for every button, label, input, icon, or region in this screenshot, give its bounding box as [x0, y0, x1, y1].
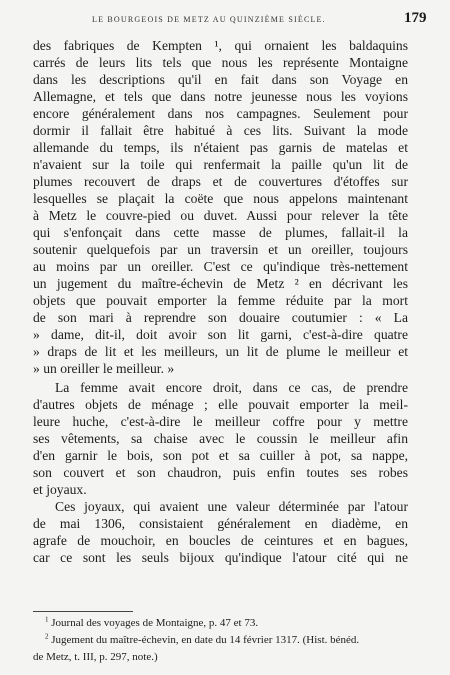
text-line: dans les descriptions qu'il en fait dans son Voyage en: [33, 72, 408, 87]
text-line: agrafe de mouchoir, en boucles de ceintures et en bagues,: [33, 533, 408, 548]
footnote-text: de Metz, t. III, p. 297, note.): [33, 651, 158, 663]
text-line: au moins par un oreiller. C'est ce qu'indique très-nettement: [33, 259, 408, 274]
text-line: car ce sont les seuls bijoux qu'indique l'atour cité qui ne: [33, 550, 408, 565]
text-line: encore généralement dans nos campagnes. Seulement pour: [33, 106, 408, 121]
footnote-divider: [33, 611, 133, 612]
text-line: lesquelles se plaçait la coëte que nous appelons maintenant: [33, 191, 408, 206]
body-text: [33, 37, 408, 566]
text-line: objets que pouvait emporter la femme réduite par la mort: [33, 293, 408, 308]
text-line: qui s'enfonçait dans cette masse de plumes, fallait-il la: [33, 225, 408, 240]
footnote-continuation: [33, 649, 408, 666]
footnote: [33, 632, 408, 649]
text-line: leure huche, c'est-à-dire le meilleur coffre pour y mettre: [33, 414, 408, 429]
text-line: soutenir quelquefois par un traversin et un oreiller, toujours: [33, 242, 408, 257]
page-number: 179: [404, 10, 427, 26]
text-line: d'en garnir le bois, son pot et sa cuiller à pot, sa nappe,: [33, 448, 408, 463]
page-header: [0, 10, 450, 30]
footnote: [33, 615, 408, 632]
text-line: allemande du temps, ils n'étaient pas garnis de matelas et: [33, 140, 408, 155]
text-line: Allemagne, et tels que dans notre jeunesse nous les voyions: [33, 89, 408, 104]
text-line: Ces joyaux, qui avaient une valeur déterminée par l'atour: [55, 499, 408, 514]
text-line: » un oreiller le meilleur. »: [33, 361, 175, 376]
text-line: des fabriques de Kempten ¹, qui ornaient les baldaquins: [33, 38, 408, 53]
text-line: » draps de lit et les meilleurs, un lit de plume le meilleur et: [33, 344, 408, 359]
text-line: plumes recouvert de draps et de couvertures d'étoffes sur: [33, 174, 408, 189]
text-line: n'avaient sur la toile qui renfermait la paille qu'un lit de: [33, 157, 408, 172]
text-line: carrés de leurs lits tels que nous les représente Montaigne: [33, 55, 408, 70]
text-line: et joyaux.: [33, 482, 87, 497]
text-line: d'autres objets de ménage ; elle pouvait emporter la meil-: [33, 397, 408, 412]
text-line: » dame, dit-il, doit avoir son lit garni, c'est-à-dire quatre: [33, 327, 408, 342]
text-line: à Metz le couvre-pied ou duvet. Aussi pour relever la tête: [33, 208, 408, 223]
text-line: un jugement du maître-échevin de Metz ² en décrivant les: [33, 276, 408, 291]
footnote-text: Jugement du maître-échevin, en date du 14 février 1317. (Hist. bénéd.: [51, 634, 360, 646]
text-line: son couvert et son chaudron, puis enfin toutes ses robes: [33, 465, 408, 480]
text-line: de mai 1306, consistaient généralement en diadème, en: [33, 516, 408, 531]
footnote-text: Journal des voyages de Montaigne, p. 47 et 73.: [51, 617, 259, 629]
footnotes: [33, 615, 408, 666]
footnote-number: 2: [45, 632, 49, 641]
text-line: ses vêtements, sa chaise avec le coussin le meilleur afin: [33, 431, 408, 446]
text-line: de son mari à reprendre son douaire coutumier : « La: [33, 310, 408, 325]
footnote-number: 1: [45, 615, 49, 624]
text-line: dormir il fallait être habitué à ces lits. Suivant la mode: [33, 123, 408, 138]
running-title: LE BOURGEOIS DE METZ AU QUINZIÈME SIÈCLE.: [92, 15, 326, 24]
text-line: La femme avait encore droit, dans ce cas, de prendre: [55, 380, 408, 395]
